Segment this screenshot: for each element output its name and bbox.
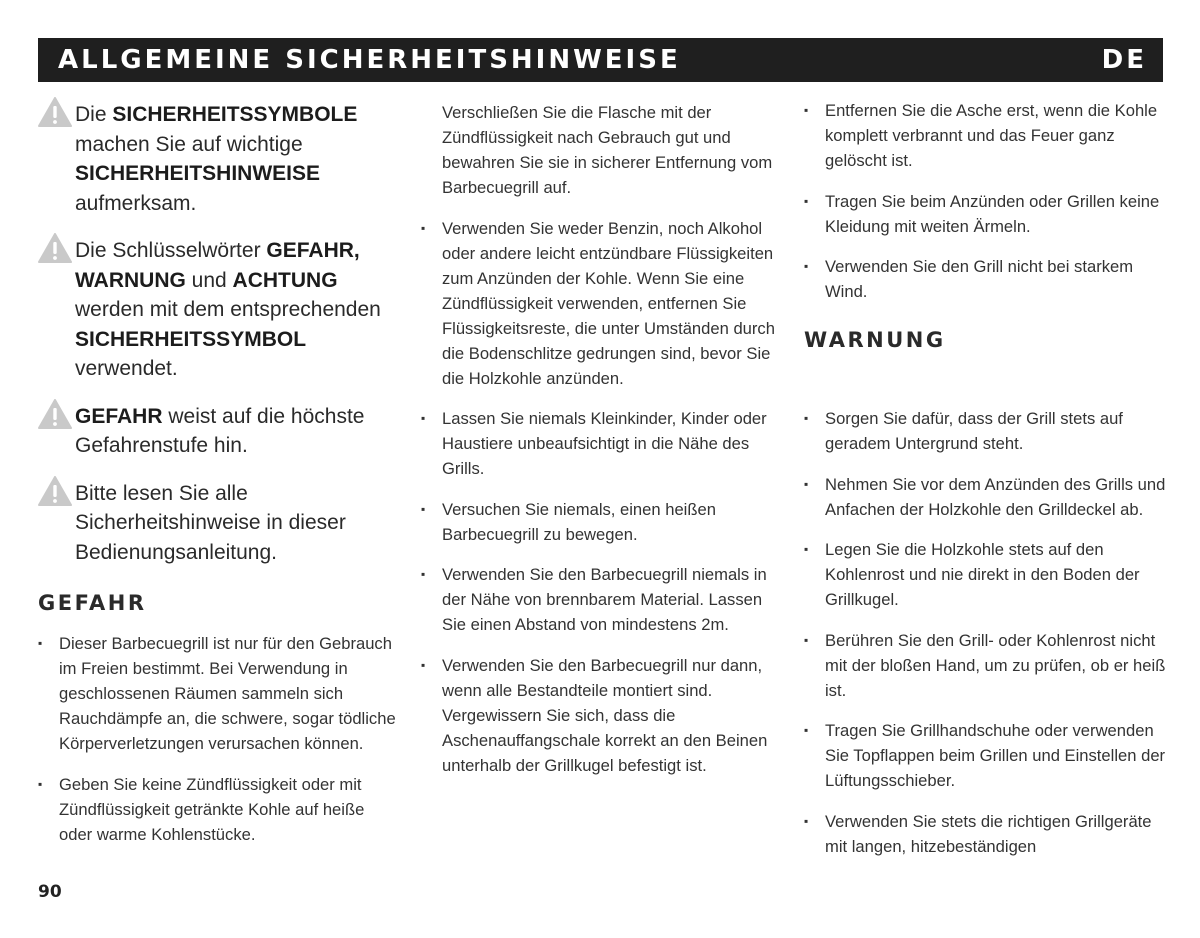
note-text: Die Schlüsselwörter	[75, 239, 267, 262]
bullet-icon: ▪	[804, 476, 809, 491]
bullet-icon: ▪	[421, 501, 426, 516]
list-item-text: Nehmen Sie vor dem Anzünden des Grills und Anfachen der Holzkohle den Grilldeckel ab.	[825, 474, 1166, 519]
gefahr-heading: GEFAHR	[38, 591, 147, 615]
note-text: Die	[75, 103, 113, 126]
safety-symbol-note	[38, 402, 400, 461]
list-item-text: Verwenden Sie den Barbecuegrill nur dann, wenn alle Bestandteile montiert sind. Vergewissern Sie sich, dass die Aschenauffangschale korrekt an den Beinen unterhalb der Grillkugel befestigt ist.	[442, 655, 768, 775]
safety-symbol-notes	[38, 100, 400, 567]
list-item-text: Verwenden Sie den Grill nicht bei starkem Wind.	[825, 257, 1134, 301]
bullet-icon: ▪	[38, 636, 43, 650]
list-item-text: Verwenden Sie weder Benzin, noch Alkohol oder andere leicht entzündbare Flüssigkeiten zum Anzünden der Kohle. Wenn Sie eine Zündflüssigkeit verwenden, entfernen Sie Flüssigkeitsreste, die unter Umständen durch die Bodenschlitze gedrungen sind, bevor Sie die Holzkohle anzünden.	[442, 218, 775, 388]
bold-keyword: ACHTUNG	[232, 268, 338, 292]
list-item	[804, 189, 1166, 239]
bold-keyword: GEFAHR, WARNUNG	[75, 239, 360, 292]
list-item-text: Versuchen Sie niemals, einen heißen Barbecuegrill zu bewegen.	[442, 499, 716, 544]
bullet-icon: ▪	[421, 220, 426, 235]
bullet-icon: ▪	[804, 813, 809, 828]
list-item-text: Tragen Sie Grillhandschuhe oder verwenden Sie Topflappen beim Grillen und Einstellen der Lüftungsschieber.	[825, 721, 1166, 790]
bullet-icon: ▪	[421, 567, 426, 581]
list-item	[38, 631, 400, 756]
column-3	[804, 98, 1166, 874]
list-item-text: Lassen Sie niemals Kleinkinder, Kinder oder Haustiere unbeaufsichtigt in die Nähe des Grills.	[442, 409, 767, 478]
note-text: werden mit dem entsprechenden	[75, 298, 381, 321]
column-1	[38, 98, 400, 862]
note-text: verwendet.	[75, 357, 178, 380]
list-item-text: Tragen Sie beim Anzünden oder Grillen keine Kleidung mit weiten Ärmeln.	[825, 191, 1160, 236]
list-item	[804, 809, 1166, 859]
note-text: weist auf die höchste Gefahrenstufe hin.	[75, 404, 365, 457]
bold-keyword: SICHERHEITSHINWEISE	[75, 162, 321, 185]
note-text: machen Sie auf wichtige	[75, 132, 303, 156]
bullet-icon: ▪	[38, 776, 43, 791]
note-text: und	[185, 268, 233, 292]
list-item	[804, 718, 1166, 793]
list-item-text: Verwenden Sie stets die richtigen Grillgeräte mit langen, hitzebeständigen	[825, 811, 1152, 856]
bullet-icon: ▪	[804, 193, 809, 208]
language-code: DE	[1101, 45, 1147, 75]
bullet-icon: ▪	[804, 542, 809, 556]
list-item-text: Sorgen Sie dafür, dass der Grill stets auf geradem Untergrund steht.	[825, 409, 1123, 453]
bold-keyword: SICHERHEITSSYMBOL	[75, 327, 307, 351]
page-number: 90	[38, 882, 62, 902]
list-item	[804, 628, 1166, 703]
bullet-icon: ▪	[421, 411, 426, 425]
note-text: aufmerksam.	[75, 191, 197, 215]
safety-symbol-note	[38, 479, 400, 568]
warnung-list	[804, 406, 1166, 859]
list-item	[421, 406, 781, 481]
warning-triangle-icon	[38, 399, 72, 429]
list-item	[804, 254, 1166, 304]
gefahr-list-continued	[421, 216, 781, 778]
list-item	[38, 772, 400, 847]
page-title: ALLGEMEINE SICHERHEITSHINWEISE	[58, 45, 681, 75]
list-item-text: Berühren Sie den Grill- oder Kohlenrost nicht mit der bloßen Hand, um zu prüfen, ob er heiß ist.	[825, 630, 1166, 700]
bullet-icon: ▪	[804, 259, 809, 273]
list-item	[421, 562, 781, 637]
list-item	[804, 537, 1166, 612]
warning-triangle-icon	[38, 97, 72, 127]
list-item-continuation: Verschließen Sie die Flasche mit der Zündflüssigkeit nach Gebrauch gut und bewahren Sie sie in sicherer Entfernung vom Barbecuegrill auf.	[442, 103, 773, 197]
warnung-heading: WARNUNG	[804, 328, 946, 352]
list-item-text: Entfernen Sie die Asche erst, wenn die Kohle komplett verbrannt und das Feuer ganz gelöscht ist.	[825, 101, 1158, 170]
page-header	[38, 38, 1163, 82]
list-item	[804, 98, 1166, 173]
bullet-icon: ▪	[804, 411, 809, 425]
list-item-text: Geben Sie keine Zündflüssigkeit oder mit Zündflüssigkeit getränkte Kohle auf heiße oder warme Kohlenstücke.	[59, 774, 365, 844]
bullet-icon: ▪	[804, 723, 809, 737]
bullet-icon: ▪	[804, 632, 809, 647]
bold-keyword: GEFAHR	[75, 404, 163, 428]
bullet-icon: ▪	[804, 103, 809, 117]
note-text: Bitte lesen Sie alle Sicherheitshinweise in dieser Bedienungsanleitung.	[75, 481, 346, 564]
bold-keyword: SICHERHEITSSYMBOLE	[112, 103, 358, 126]
list-item	[804, 406, 1166, 456]
column-2	[421, 98, 781, 793]
list-item	[421, 653, 781, 778]
bullet-icon: ▪	[421, 657, 426, 672]
safety-symbol-note	[38, 100, 400, 218]
list-item-text: Verwenden Sie den Barbecuegrill niemals in der Nähe von brennbarem Material. Lassen Sie einen Abstand von mindestens 2m.	[442, 565, 767, 634]
safety-symbol-note	[38, 236, 400, 384]
list-item-text: Dieser Barbecuegrill ist nur für den Gebrauch im Freien bestimmt. Bei Verwendung in geschlossenen Räumen sammeln sich Rauchdämpfe an, die schwere, sogar tödliche Körperverletzungen verursachen können.	[59, 634, 396, 753]
list-item	[804, 472, 1166, 522]
warning-triangle-icon	[38, 233, 72, 263]
gefahr-list	[38, 631, 400, 847]
list-item	[421, 216, 781, 391]
gefahr-list-end	[804, 98, 1166, 304]
list-item-text: Legen Sie die Holzkohle stets auf den Kohlenrost und nie direkt in den Boden der Grillkugel.	[825, 540, 1140, 609]
warning-triangle-icon	[38, 476, 72, 506]
list-item	[421, 497, 781, 547]
